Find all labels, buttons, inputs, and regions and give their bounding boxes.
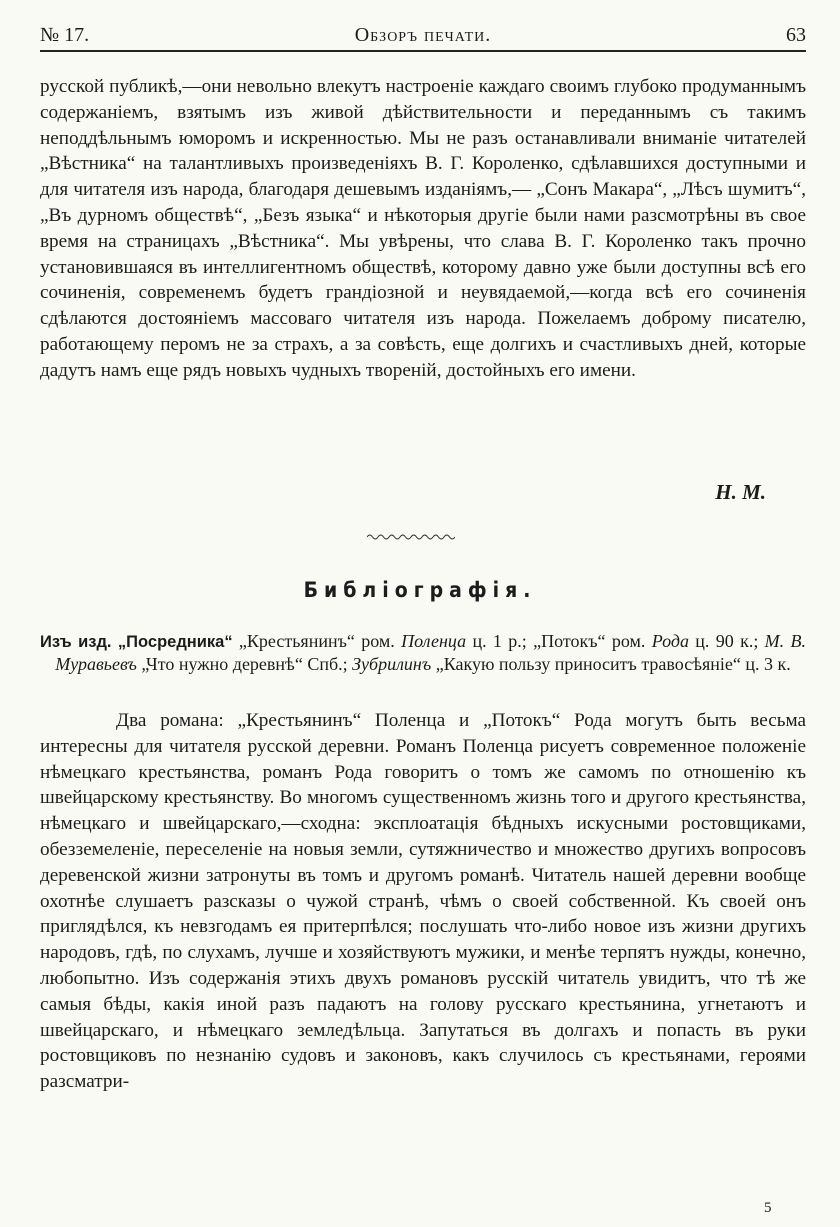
biblio-text: „Крестьянинъ“ ром. bbox=[232, 631, 402, 651]
biblio-author: М. В. Муравьевъ bbox=[55, 631, 806, 674]
biblio-text: „Что нужно деревнѣ“ Спб.; bbox=[136, 654, 353, 674]
biblio-author: Рода bbox=[651, 631, 689, 651]
issue-number: № 17. bbox=[40, 24, 90, 46]
section-title: Библіографія. bbox=[303, 578, 537, 602]
biblio-text: ц. 90 к.; bbox=[688, 631, 765, 651]
biblio-publisher: Изъ изд. „Посредника“ bbox=[40, 633, 233, 651]
running-header bbox=[40, 18, 806, 48]
bibliography-entry bbox=[40, 630, 806, 675]
signature-mark: 5 bbox=[764, 1200, 772, 1216]
biblio-text: ц. 1 р.; „Потокъ“ ром. bbox=[466, 631, 652, 651]
review-paragraph: Два романа: „Крестьянинъ“ Поленца и „Потокъ“ Рода могутъ быть весьма интересны для читателя русской деревни. Романъ Поленца рисуетъ современное положеніе нѣмецкаго крестьянства, романъ Рода говоритъ о томъ же самомъ по отношенію къ швейцарскому крестьянству. Во многомъ существенномъ жизнь того и другого крестьянства, нѣмецкаго и швейцарскаго,—сходна: эксплоатація бѣдныхъ искусными ростовщиками, обезземеленіе, переселеніе на новыя земли, сутяжничество и множество другихъ вопросовъ деревенской жизни затронуты въ томъ и другомъ романѣ. Читатель нашей деревни вообще охотнѣе слушаетъ разсказы о чужой странѣ, чѣмъ о своей собственной. Къ своей онъ приглядѣлся, къ невзгодамъ ея притерпѣлся; послушать что-либо новое изъ жизни другихъ народовъ, гдѣ, по слухамъ, лучше и хозяйствуютъ мужики, и менѣе терпятъ нужды, конечно, любопытно. Изъ содержанія этихъ двухъ романовъ русскій читатель увидитъ, что тѣ же самыя бѣды, какія иной разъ падаютъ на голову русскаго крестьянина, угнетаютъ и швейцарскаго, и нѣмецкаго земледѣльца. Запутаться въ долгахъ и попасть въ руки ростовщиковъ по незнанію судовъ и законовъ, какъ случилось съ крестьянами, героями разсматри- bbox=[40, 710, 806, 1093]
wavy-divider bbox=[367, 532, 455, 542]
biblio-text: „Какую пользу приноситъ травосѣяніе“ ц. 3 к. bbox=[431, 654, 791, 674]
biblio-author: Поленца bbox=[401, 631, 467, 651]
biblio-author: Зубрилинъ bbox=[352, 654, 432, 674]
header-rule bbox=[40, 50, 806, 52]
header-title: Обзоръ печати. bbox=[354, 24, 492, 46]
author-signature: Н. М. bbox=[715, 480, 766, 504]
article-paragraph: русской публикѣ,—они невольно влекутъ настроеніе каждаго своимъ глубоко продуманнымъ содержаніемъ, взятымъ изъ живой дѣйствительности и переданнымъ съ такимъ неподдѣльнымъ юморомъ и искренностью. Мы не разъ останавливали вниманіе читателей „Вѣстника“ на талантливыхъ произведеніяхъ В. Г. Короленко, сдѣлавшихся доступными и для читателя изъ народа, благодаря дешевымъ изданіямъ,— „Сонъ Макара“, „Лѣсъ шумитъ“, „Въ дурномъ обществѣ“, „Безъ языка“ и нѣкоторыя другіе были нами разсмотрѣны въ свое время на страницахъ „Вѣстника“. Мы увѣрены, что слава В. Г. Короленко такъ прочно установившаяся въ интеллигентномъ обществѣ, которому давно уже были доступны всѣ его сочиненія, современемъ будетъ грандіозной и неувядаемой,—когда всѣ его сочиненія сдѣлаются достояніемъ массоваго читателя изъ народа. Пожелаемъ доброму писателю, работающему перомъ не за страхъ, а за совѣсть, еще долгихъ и счастливыхъ дней, которые дадутъ намъ еще рядъ новыхъ чудныхъ твореній, достойныхъ его имени. bbox=[40, 76, 806, 381]
page-number: 63 bbox=[786, 24, 806, 46]
